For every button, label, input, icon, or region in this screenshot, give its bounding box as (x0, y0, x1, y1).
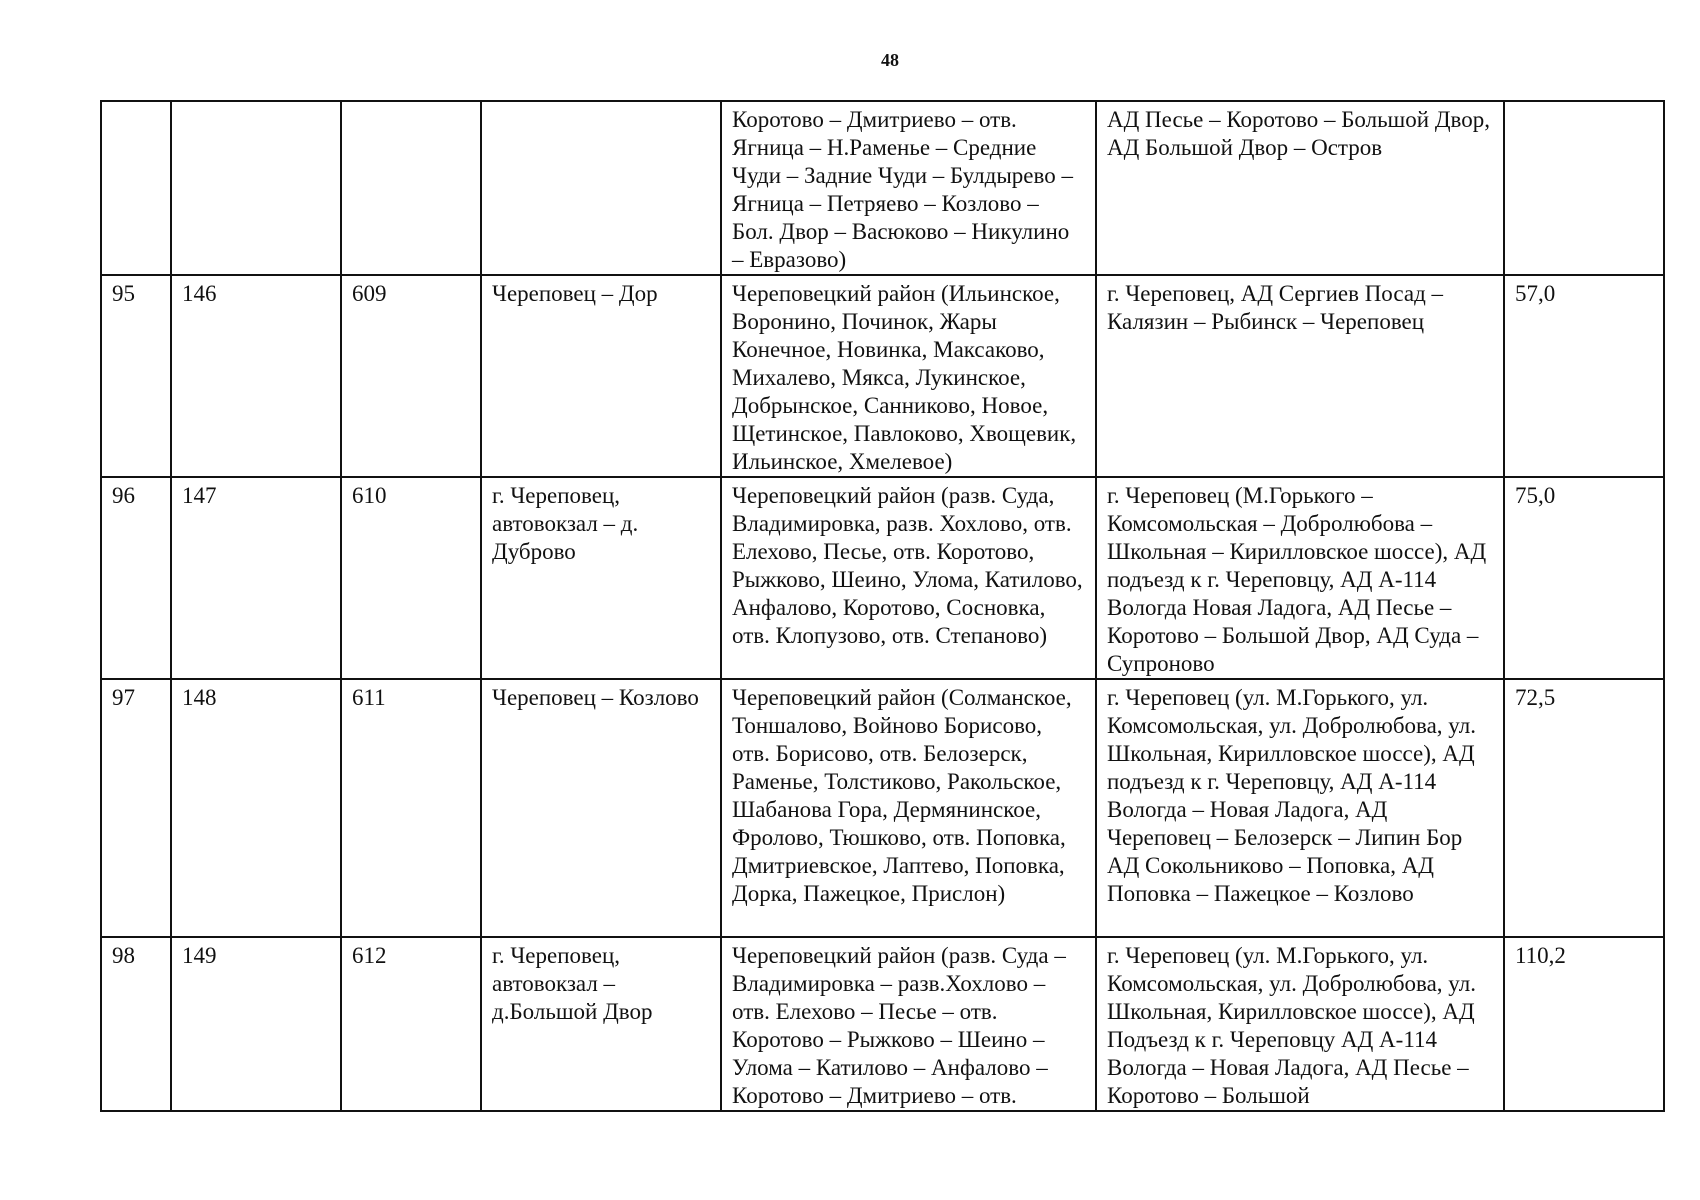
cell-intermediate-stops: Коротово – Дмитриево – отв. Ягница – Н.Раменье – Средние Чуди – Задние Чуди – Булдырево – Ягница – Петряево – Козлово – Бол. Двор – Васюково – Никулино – Евразово) (721, 101, 1096, 275)
cell-streets-roads: АД Песье – Коротово – Большой Двор, АД Большой Двор – Остров (1096, 101, 1504, 275)
cell-number: 96 (101, 477, 171, 679)
cell-route-length: 57,0 (1504, 275, 1664, 477)
page-number: 48 (881, 50, 899, 70)
cell-intermediate-stops: Череповецкий район (разв. Суда – Владимировка – разв.Хохлово – отв. Елехово – Песье – отв. Коротово – Рыжково – Шеино – Улома – Катилово – Анфалово – Коротово – Дмитриево – отв. (721, 937, 1096, 1111)
cell-registration-number: 148 (171, 679, 341, 937)
cell-route-name: Череповец – Дор (481, 275, 721, 477)
cell-streets-roads: г. Череповец (ул. М.Горького, ул. Комсомольская, ул. Добролюбова, ул. Школьная, Кирилловское шоссе), АД подъезд к г. Череповцу, АД А-114 Вологда – Новая Ладога, АД Череповец – Белозерск – Липин Бор АД Сокольниково – Поповка, АД Поповка – Пажецкое – Козлово (1096, 679, 1504, 937)
cell-route-number: 609 (341, 275, 481, 477)
cell-registration-number: 147 (171, 477, 341, 679)
cell-route-name (481, 101, 721, 275)
table-row-continuation (101, 101, 1664, 275)
cell-route-number (341, 101, 481, 275)
cell-number: 97 (101, 679, 171, 937)
table-row (101, 275, 1664, 477)
cell-number: 95 (101, 275, 171, 477)
table-row (101, 937, 1664, 1111)
cell-number (101, 101, 171, 275)
cell-route-name: г. Череповец, автовокзал – д. Дуброво (481, 477, 721, 679)
cell-route-length: 75,0 (1504, 477, 1664, 679)
cell-route-name: г. Череповец, автовокзал – д.Большой Двор (481, 937, 721, 1111)
cell-registration-number (171, 101, 341, 275)
cell-intermediate-stops: Череповецкий район (разв. Суда, Владимировка, разв. Хохлово, отв. Елехово, Песье, отв. Коротово, Рыжково, Шеино, Улома, Катилово, Анфалово, Коротово, Сосновка, отв. Клопузово, отв. Степаново) (721, 477, 1096, 679)
cell-streets-roads: г. Череповец, АД Сергиев Посад – Калязин – Рыбинск – Череповец (1096, 275, 1504, 477)
cell-intermediate-stops: Череповецкий район (Солманское, Тоншалово, Войново Борисово, отв. Борисово, отв. Белозерск, Раменье, Толстиково, Ракольское, Шабанова Гора, Дермянинское, Фролово, Тюшково, отв. Поповка, Дмитриевское, Лаптево, Поповка, Дорка, Пажецкое, Прислон) (721, 679, 1096, 937)
cell-route-number: 612 (341, 937, 481, 1111)
cell-registration-number: 149 (171, 937, 341, 1111)
cell-route-length: 110,2 (1504, 937, 1664, 1111)
cell-route-length: 72,5 (1504, 679, 1664, 937)
cell-route-number: 610 (341, 477, 481, 679)
cell-registration-number: 146 (171, 275, 341, 477)
route-registry-table (100, 100, 1665, 1112)
cell-streets-roads: г. Череповец (ул. М.Горького, ул. Комсомольская, ул. Добролюбова, ул. Школьная, Кирилловское шоссе), АД Подъезд к г. Череповцу АД А-114 Вологда – Новая Ладога, АД Песье – Коротово – Большой (1096, 937, 1504, 1111)
table-row (101, 477, 1664, 679)
cell-route-name: Череповец – Козлово (481, 679, 721, 937)
table-row (101, 679, 1664, 937)
cell-intermediate-stops: Череповецкий район (Ильинское, Воронино, Починок, Жары Конечное, Новинка, Максаково, Михалево, Мякса, Лукинское, Добрынское, Санниково, Новое, Щетинское, Павлоково, Хвощевик, Ильинское, Хмелевое) (721, 275, 1096, 477)
cell-route-length (1504, 101, 1664, 275)
cell-route-number: 611 (341, 679, 481, 937)
cell-streets-roads: г. Череповец (М.Горького – Комсомольская – Добролюбова – Школьная – Кирилловское шоссе), АД подъезд к г. Череповцу, АД А-114 Вологда Новая Ладога, АД Песье – Коротово – Большой Двор, АД Суда – Супроново (1096, 477, 1504, 679)
cell-number: 98 (101, 937, 171, 1111)
